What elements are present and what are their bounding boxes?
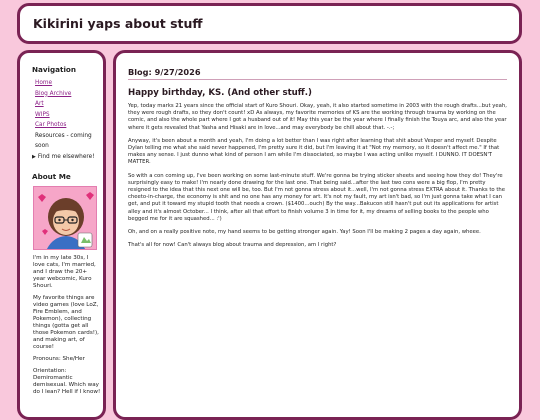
pronouns-text: Pronouns: She/Her bbox=[33, 356, 85, 362]
find-me-elsewhere-label: Find me elsewhere! bbox=[37, 153, 95, 160]
heading-divider bbox=[128, 79, 507, 80]
post-paragraph: Yep, today marks 21 years since the official start of Kuro Shouri. Okay, yeah, it also started sometime in 2003 with the rough drafts...but yeah, they were rough drafts, so they don't count! xD As always, my favorite memories of KS are the working through trauma by working on the comic, and also the whole part where I got a husband out of it! May this year be the year where I finally finish the Touya arc, and also the year where it gets revealed that Yasha and Hisaki are in love...and may everybody be chill about that. -.-; bbox=[128, 103, 507, 131]
post-paragraph: So with a con coming up, I've been working on some last-minute stuff. We're gonna be trying sticker sheets and seeing how they do! They're surprisingly easy to make! I'm nearly done drawing for the last one. That being said...after the last two cons were a big flop, I'm pretty resigned to the idea that this next one will be, too. But I'm not gonna stress about it...well, I'm not gonna stress EXTRA about it. Thanks to the cheeto-in-charge, the economy is shit and no one has any money for art. It's not my fault, my art isn't bad, so I'm just gonna take what I can get, and put it toward my stupid tooth that needs a crown. ($1400...ouch) By the way...Bakucon still hasn't put out its applications for artist alley and it's almost October... I think, after all that effort to finish volume 3 in time for it, my dreams of selling books to the people who begged me for it are squashed... :') bbox=[128, 172, 506, 222]
nav-item-wips bbox=[32, 110, 102, 121]
nav-item-car-photos bbox=[32, 120, 102, 131]
avatar bbox=[33, 186, 97, 250]
post-title: Happy birthday, KS. (And other stuff.) bbox=[128, 88, 312, 98]
about-me-text bbox=[33, 255, 101, 401]
post-paragraph: Anyway, it's been about a month and yeah, I'm doing a lot better than I was right after learning that shit about Vesper and myself. Despite Dylan telling me what she said never happened, I'm pretty sure it did, but I'm leaving it at "Not my memory, so it doesn't affect me." If that makes any sense. I just dunno what kind of person I am while I'm dissociated, so maybe I was acting unlike myself. I DUNNO. IT DOESN'T MATTER. bbox=[128, 137, 500, 166]
post-body bbox=[128, 103, 510, 255]
about-me-heading: About Me bbox=[32, 172, 71, 181]
main-content-panel bbox=[113, 50, 522, 420]
sidebar-panel bbox=[17, 50, 106, 420]
nav-item-home bbox=[32, 78, 102, 89]
nav-link-home[interactable]: Home bbox=[35, 80, 53, 86]
nav-link-car-photos[interactable]: Car Photos bbox=[35, 122, 67, 128]
about-paragraph: I'm in my late 30s, I love cats, I'm married, and I draw the 20+ year webcomic, Kuro Shouri. bbox=[33, 255, 96, 289]
header-panel bbox=[17, 3, 522, 44]
blog-date-heading: Blog: 9/27/2026 bbox=[128, 67, 201, 77]
nav-link-blog-archive[interactable]: Blog Archive bbox=[35, 90, 72, 97]
find-me-elsewhere-toggle[interactable] bbox=[32, 152, 102, 163]
navigation-heading: Navigation bbox=[32, 65, 76, 74]
orientation-text: Orientation: Demiromantic demisexual. Which way do I lean? Hell if I know! bbox=[33, 368, 101, 395]
post-paragraph: That's all for now! Can't always blog about trauma and depression, am I right? bbox=[128, 242, 337, 249]
nav-list bbox=[32, 78, 102, 162]
avatar-illustration bbox=[34, 187, 97, 250]
disclosure-triangle-icon: ▶ bbox=[32, 153, 36, 160]
resources-item: Resources - coming soon bbox=[35, 132, 92, 149]
nav-link-wips[interactable]: WIPS bbox=[35, 111, 50, 118]
nav-item-art bbox=[32, 99, 102, 110]
about-paragraph: My favorite things are video games (love LoZ, Fire Emblem, and Pokemon), collecting things (gotta get all those Pokemon cards!), and making art, of course! bbox=[33, 295, 99, 350]
nav-link-art[interactable]: Art bbox=[35, 101, 44, 107]
post-paragraph: Oh, and on a really positive note, my hand seems to be getting stronger again. Yay! Soon I'll be making 2 pages a day again, wheee. bbox=[128, 229, 481, 236]
site-title: Kikirini yaps about stuff bbox=[33, 16, 203, 31]
nav-item-blog-archive bbox=[32, 89, 102, 100]
